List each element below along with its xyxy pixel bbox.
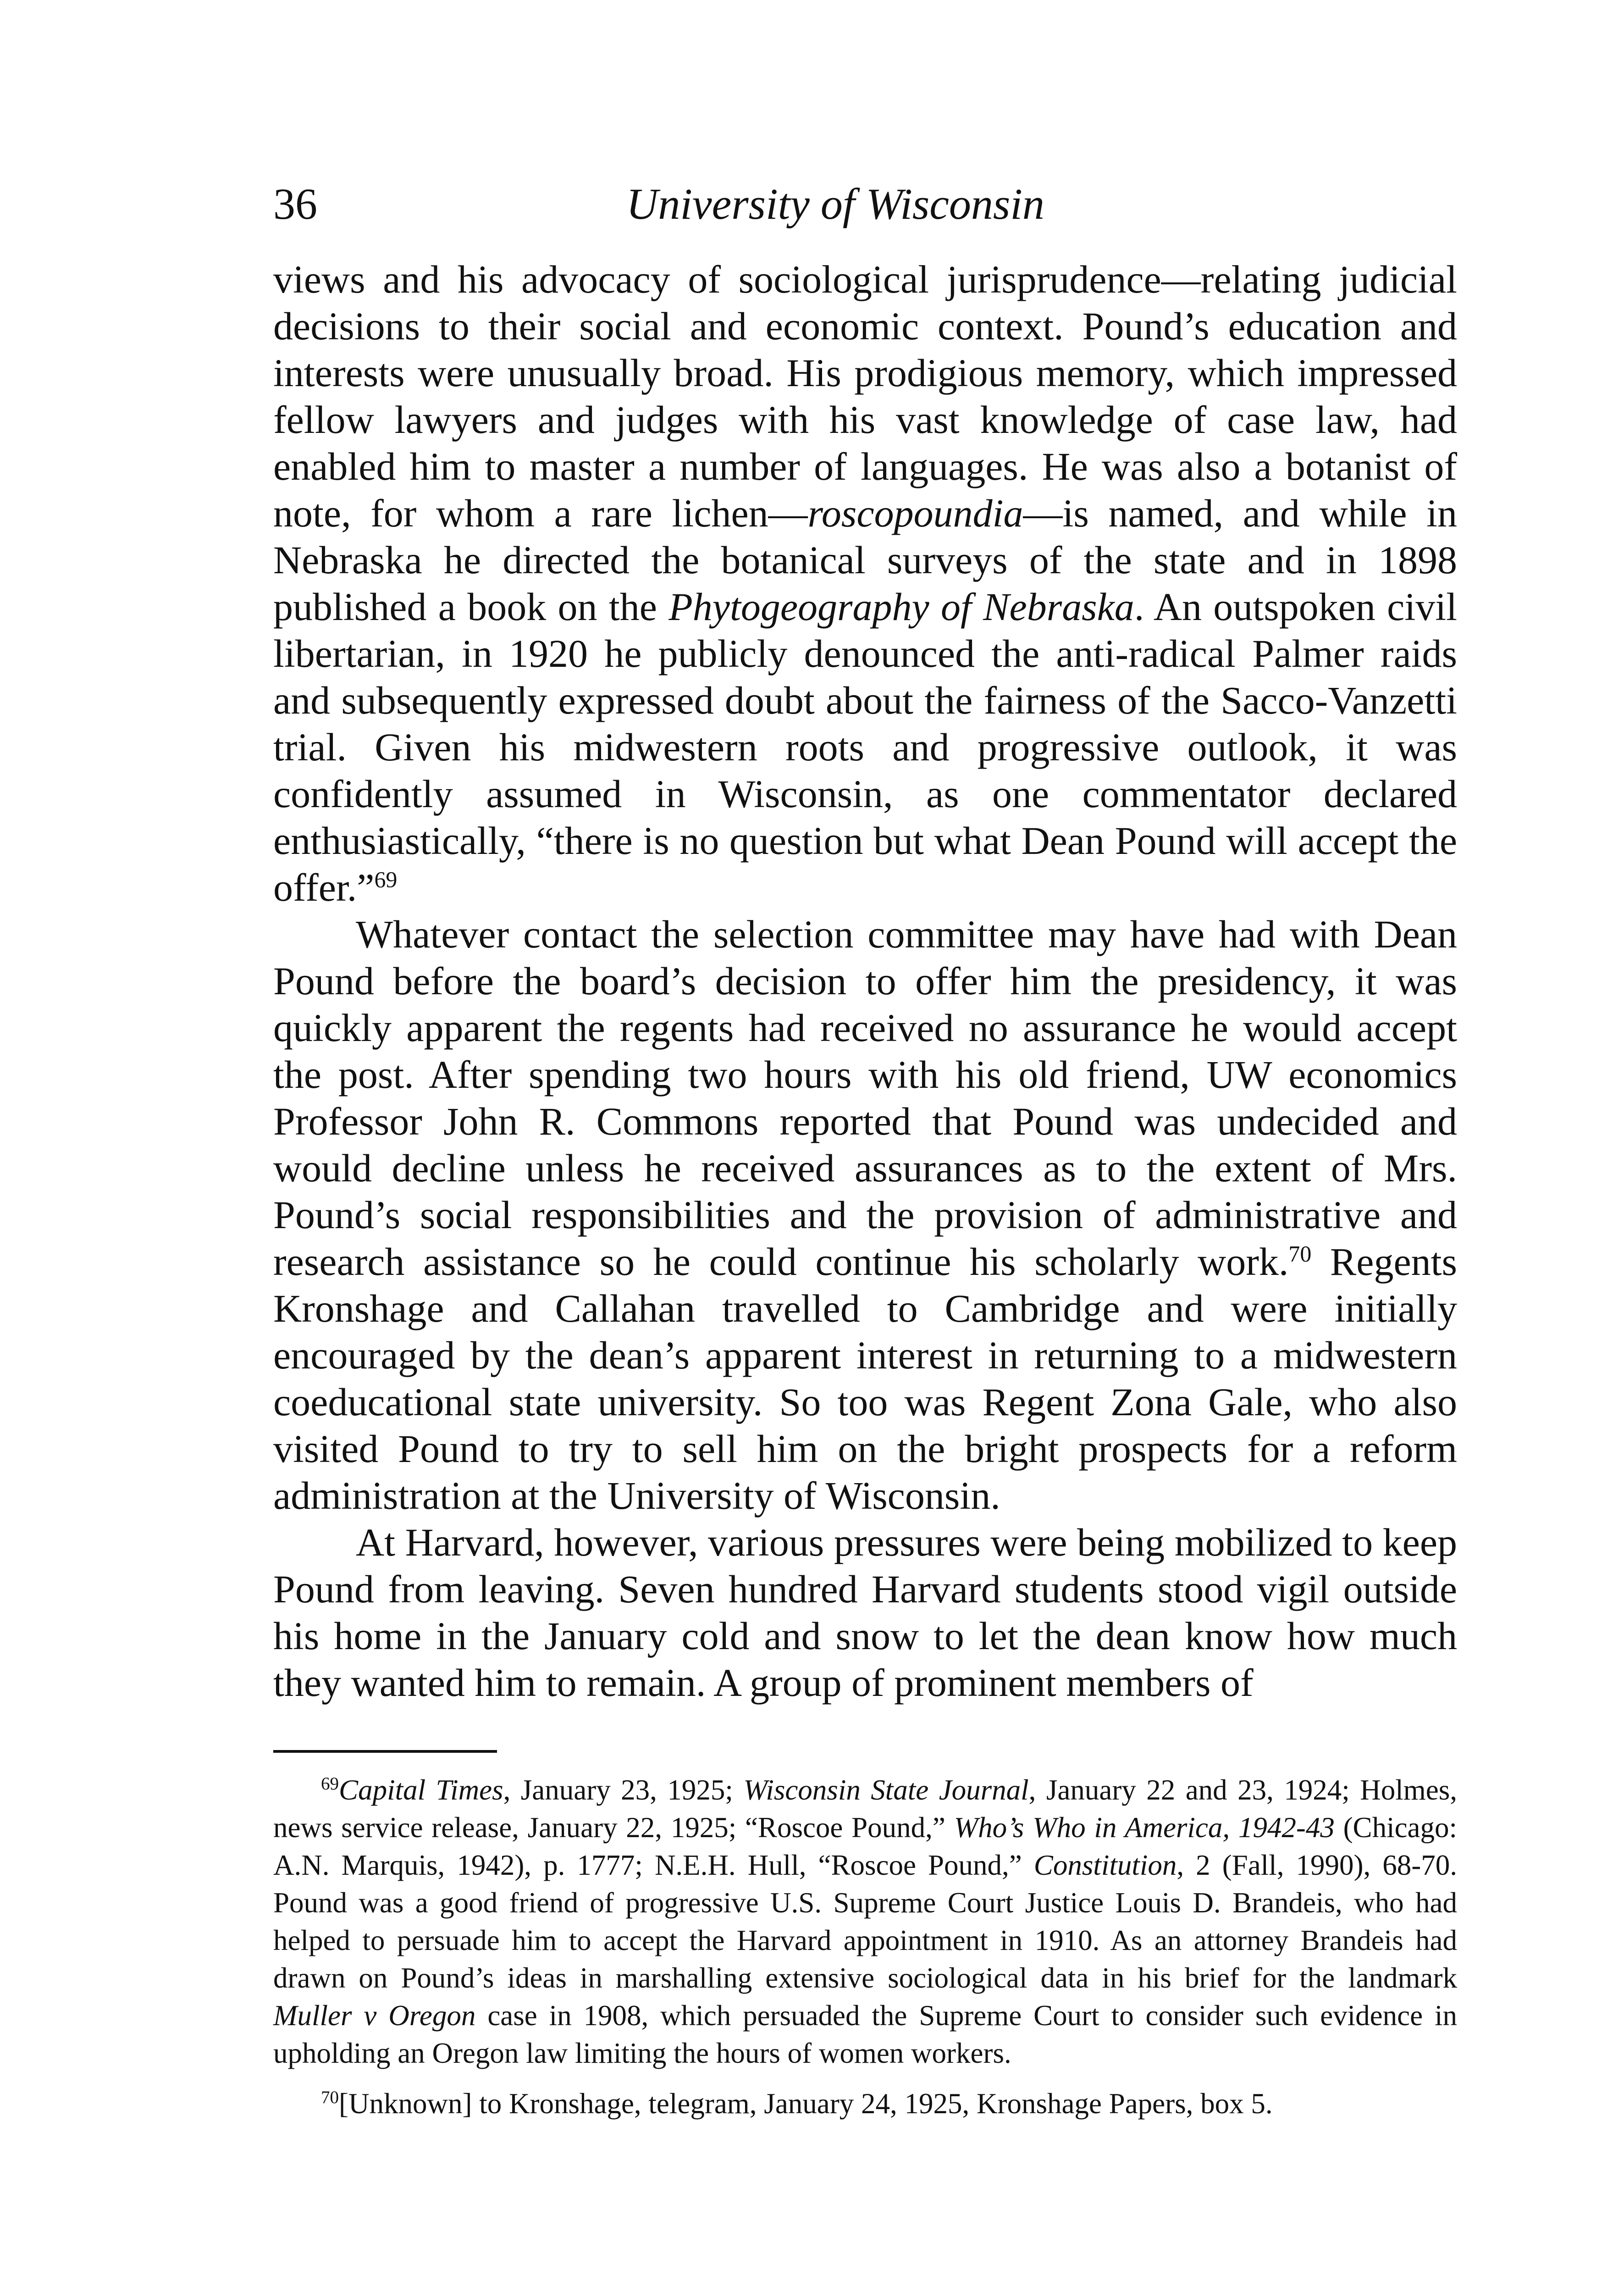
paragraph-1-text-c: . An outspoken civil libertarian, in 1920 he publicly denounced the anti-radical Palmer raids and subsequently expressed doubt about the fairness of the Sacco-Vanzetti trial. Given his midwestern roots and progressive outlook, it was confidently assumed in Wisconsin, as one commentator declared enthusiastically, “there is no question but what Dean Pound will accept the offer.” [273, 585, 1457, 909]
footnote-reference-69: 69 [374, 867, 398, 892]
paragraph-2-text-b: Regents Kronshage and Callahan travelled to Cambridge and were initially encouraged by the dean’s apparent interest in returning to a midwestern coeducational state university. So too was Regent Zona Gale, who also visited Pound to try to sell him on the bright prospects for a reform administration at the University of Wisconsin. [273, 1240, 1457, 1518]
main-text [273, 256, 1457, 1706]
paragraph-3-text: At Harvard, however, various pressures were being mobilized to keep Pound from leaving. Seven hundred Harvard students stood vigil outside his home in the January cold and snow to let the dean know how much they wanted him to remain. A group of prominent members of [273, 1520, 1457, 1705]
paragraph-2-text-a: Whatever contact the selection committee may have had with Dean Pound before the board’s decision to offer him the presidency, it was quickly apparent the regents had received no assurance he would accept the post. After spending two hours with his old friend, UW economics Professor John R. Commons reported that Pound was undecided and would decline unless he received assurances as to the extent of Mrs. Pound’s social responsibilities and the provision of administrative and research assistance so he could continue his scholarly work. [273, 912, 1457, 1284]
footnotes [273, 1771, 1457, 2122]
footnote-69-italic-1: Capital Times [339, 1774, 503, 1806]
footnote-69-italic-4: Constitution [1033, 1849, 1177, 1881]
footnote-70-number: 70 [321, 2088, 339, 2107]
running-title: University of Wisconsin [626, 179, 1044, 228]
footnote-69-text-1: , January 23, 1925; [503, 1774, 744, 1806]
footnote-69-italic-2: Wisconsin State Journal [743, 1774, 1029, 1806]
footnote-70 [273, 2085, 1457, 2122]
paragraph-1-italic-lichen: roscopoundia [807, 491, 1023, 535]
footnote-69-text-2: , January 22 and 23, 1924; Holmes, news service release, January 22, 1925; “Roscoe Pound,” [273, 1774, 1457, 1844]
running-head [273, 174, 1457, 234]
footnote-69-italic-5: Muller v Oregon [273, 1999, 476, 2032]
footnote-70-text: [Unknown] to Kronshage, telegram, January 24, 1925, Kronshage Papers, box 5. [339, 2088, 1273, 2120]
paragraph-1-text-a: views and his advocacy of sociological jurisprudence—relating judicial decisions to their social and economic context. Pound’s education and interests were unusually broad. His prodigious memory, which impressed fellow lawyers and judges with his vast knowledge of case law, had enabled him to master a number of languages. He was also a botanist of note, for whom a rare lichen— [273, 257, 1457, 535]
footnote-69-text-5: case in 1908, which persuaded the Supreme Court to consider such evidence in upholding an Oregon law limiting the hours of women workers. [273, 1999, 1457, 2069]
paragraph-1 [273, 256, 1457, 911]
footnote-69 [273, 1771, 1457, 2072]
footnote-69-text-3: (Chicago: A.N. Marquis, 1942), p. 1777; N.E.H. Hull, “Roscoe Pound,” [273, 1811, 1457, 1881]
paragraph-3 [273, 1519, 1457, 1706]
footnote-69-number: 69 [321, 1774, 339, 1794]
page-number: 36 [273, 179, 317, 228]
footnote-separator-rule [273, 1750, 497, 1753]
footnote-69-italic-3: Who’s Who in America, 1942-43 [954, 1811, 1335, 1844]
paragraph-1-italic-book-title: Phytogeography of Nebraska [668, 585, 1134, 629]
footnote-reference-70: 70 [1288, 1241, 1312, 1267]
paragraph-2 [273, 911, 1457, 1519]
book-page [273, 174, 1457, 2122]
paragraph-1-text-b: —is named, and while in Nebraska he directed the botanical surveys of the state and in 1898 published a book on the [273, 491, 1457, 629]
footnote-69-text-4: , 2 (Fall, 1990), 68-70. Pound was a good friend of progressive U.S. Supreme Court Justice Louis D. Brandeis, who had helped to persuade him to accept the Harvard appointment in 1910. As an attorney Brandeis had drawn on Pound’s ideas in marshalling extensive sociological data in his brief for the landmark [273, 1849, 1457, 1994]
